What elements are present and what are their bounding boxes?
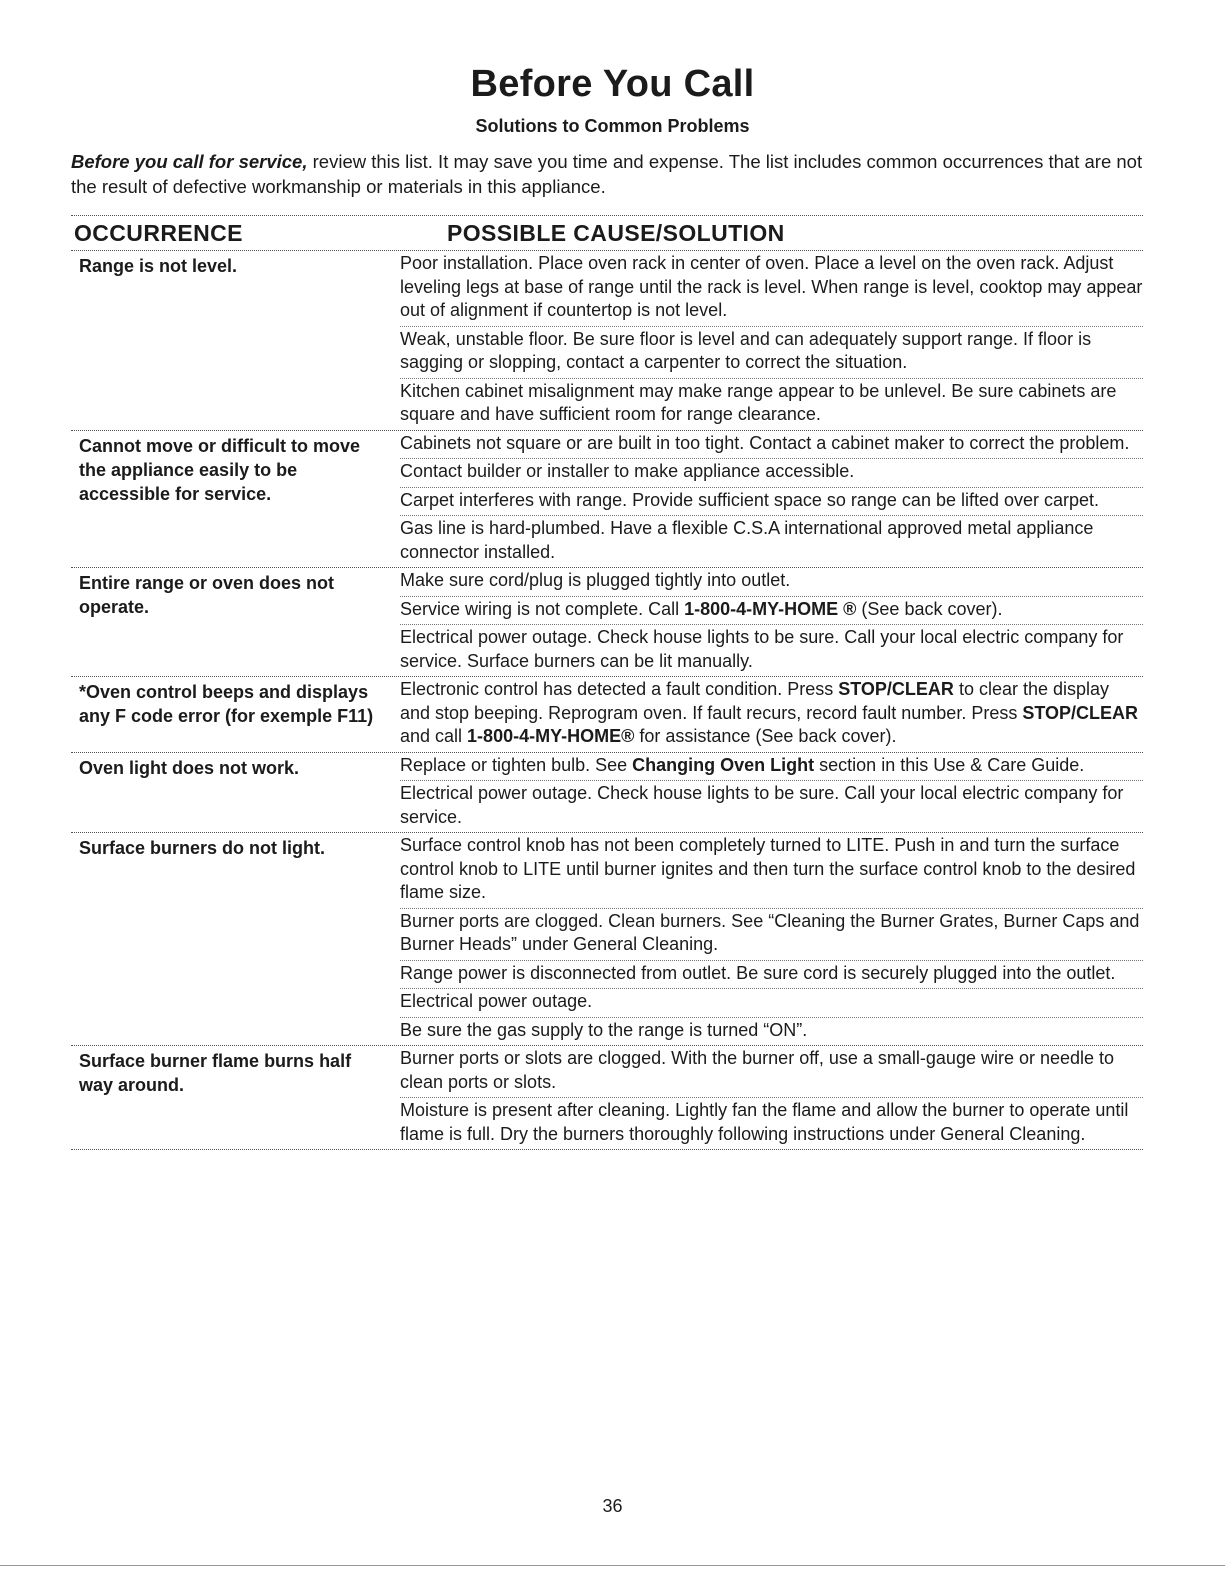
solution-text: and call [400, 726, 468, 746]
solution-item [400, 327, 1143, 379]
table-row [71, 431, 1143, 569]
solution-item [400, 833, 1143, 909]
solution-item [400, 909, 1143, 961]
solution-text: Weak, unstable floor. Be sure floor is level and can adequately support range. If floor is sagging or slopping, contact a carpenter to correct the situation. [400, 328, 1092, 372]
solution-text: Burner ports are clogged. Clean burners. See “Cleaning the Burner Grates, Burner Caps and Burner Heads” under General Cleaning. [400, 910, 1140, 954]
page-number: 36 [602, 1496, 623, 1516]
solution-item [400, 568, 1143, 597]
table-row [71, 251, 1143, 431]
table-header [71, 215, 1143, 251]
solution-emphasis: 1-800-4-MY-HOME® [467, 726, 635, 746]
solution-item [400, 781, 1143, 832]
solution-text: Carpet interferes with range. Provide sufficient space so range can be lifted over carpet. [400, 489, 1100, 510]
page-bottom-rule [0, 1565, 1225, 1566]
table-row [71, 833, 1143, 1046]
intro-text: review this list. It may save you time and expense. The list includes common occurrences that are not the result of defective workmanship or materials in this appliance. [71, 151, 1143, 197]
occurrence-cell: *Oven control beeps and displays any F code error (for exemple F11) [79, 682, 374, 726]
solution-emphasis: Changing Oven Light [632, 754, 815, 775]
solution-item [400, 1018, 1143, 1046]
solution-text: section in this Use & Care Guide. [814, 754, 1085, 775]
solutions-cell [389, 753, 1143, 833]
occurrence-cell: Oven light does not work. [79, 757, 300, 778]
solution-item [400, 961, 1143, 990]
solution-item [400, 431, 1143, 460]
solution-text: Electrical power outage. [400, 991, 593, 1011]
table-row [71, 568, 1143, 677]
solution-item [400, 989, 1143, 1018]
solution-text: Make sure cord/plug is plugged tightly into outlet. [400, 570, 791, 590]
occurrence-cell: Range is not level. [79, 256, 238, 276]
troubleshooting-table [71, 215, 1143, 1150]
solution-text: Electrical power outage. Check house lights to be sure. Call your local electric company for service. [400, 783, 1124, 827]
column-header-cause: POSSIBLE CAUSE/SOLUTION [447, 219, 785, 246]
column-header-occurrence: OCCURRENCE [74, 219, 243, 246]
solution-text: Moisture is present after cleaning. Lightly fan the flame and allow the burner to operate until flame is full. Dry the burners thoroughly following instructions under General Cleaning. [400, 1100, 1129, 1144]
solution-item [400, 597, 1143, 626]
table-body [71, 251, 1143, 1150]
page-subtitle: Solutions to Common Problems [475, 116, 750, 136]
solution-text: Burner ports or slots are clogged. With the burner off, use a small-gauge wire or needle to clean ports or slots. [400, 1048, 1115, 1092]
occurrence-cell: Surface burner flame burns half way around. [79, 1051, 352, 1095]
solution-item [400, 251, 1143, 327]
solution-emphasis: STOP/CLEAR [838, 679, 954, 699]
solution-item [400, 488, 1143, 517]
solution-emphasis: 1-800-4-MY-HOME ® [684, 598, 857, 619]
page-title: Before You Call [470, 63, 755, 105]
solution-text: Contact builder or installer to make appliance accessible. [400, 461, 855, 481]
table-row [71, 1046, 1143, 1150]
solution-text: Kitchen cabinet misalignment may make range appear to be unlevel. Be sure cabinets are square and have sufficient room for range clearance. [400, 380, 1117, 424]
solution-item [400, 677, 1143, 752]
solution-text: Gas line is hard-plumbed. Have a flexible C.S.A international approved metal appliance connector installed. [400, 518, 1094, 562]
solution-item [400, 625, 1143, 676]
solution-text: Electrical power outage. Check house lights to be sure. Call your local electric company for service. Surface burners can be lit manually. [400, 627, 1124, 671]
solutions-cell [389, 568, 1143, 676]
intro-lead: Before you call for service, [71, 151, 308, 172]
solutions-cell [389, 833, 1143, 1045]
solutions-cell [389, 431, 1143, 568]
solution-text: Replace or tighten bulb. See [400, 754, 633, 775]
solution-text: Surface control knob has not been completely turned to LITE. Push in and turn the surface control knob to LITE until burner ignites and then turn the surface control knob to the desired flame size. [400, 835, 1136, 902]
solution-item [400, 753, 1143, 782]
solution-item [400, 379, 1143, 430]
table-row [71, 753, 1143, 834]
solutions-cell [389, 677, 1143, 752]
solution-text: Be sure the gas supply to the range is turned “ON”. [400, 1019, 808, 1040]
solution-item [400, 516, 1143, 567]
solution-text: Cabinets not square or are built in too tight. Contact a cabinet maker to correct the problem. [400, 432, 1130, 453]
solution-item [400, 459, 1143, 488]
solution-item [400, 1098, 1143, 1149]
solution-text: Electronic control has detected a fault condition. Press [400, 679, 839, 699]
solution-emphasis: STOP/CLEAR [1022, 702, 1139, 723]
solution-text: Service wiring is not complete. Call [400, 598, 685, 619]
solution-text: to clear the display and stop beeping. Reprogram oven. If fault recurs, record fault number. Press [400, 679, 1110, 723]
solutions-cell [389, 251, 1143, 430]
solution-item [400, 1046, 1143, 1098]
occurrence-cell: Entire range or oven does not operate. [79, 573, 335, 617]
intro-paragraph [71, 149, 1151, 199]
solution-text: (See back cover). [856, 598, 1003, 619]
solution-text: for assistance (See back cover). [634, 726, 897, 746]
table-row [71, 677, 1143, 753]
solution-text: Range power is disconnected from outlet. Be sure cord is securely plugged into the outlet. [400, 962, 1116, 983]
solutions-cell [389, 1046, 1143, 1149]
occurrence-cell: Cannot move or difficult to move the appliance easily to be accessible for service. [79, 435, 361, 504]
solution-text: Poor installation. Place oven rack in center of oven. Place a level on the oven rack. Adjust leveling legs at base of range until the rack is level. When range is level, cooktop may appear out of alignment if countertop is not level. [400, 253, 1143, 320]
occurrence-cell: Surface burners do not light. [79, 838, 326, 858]
